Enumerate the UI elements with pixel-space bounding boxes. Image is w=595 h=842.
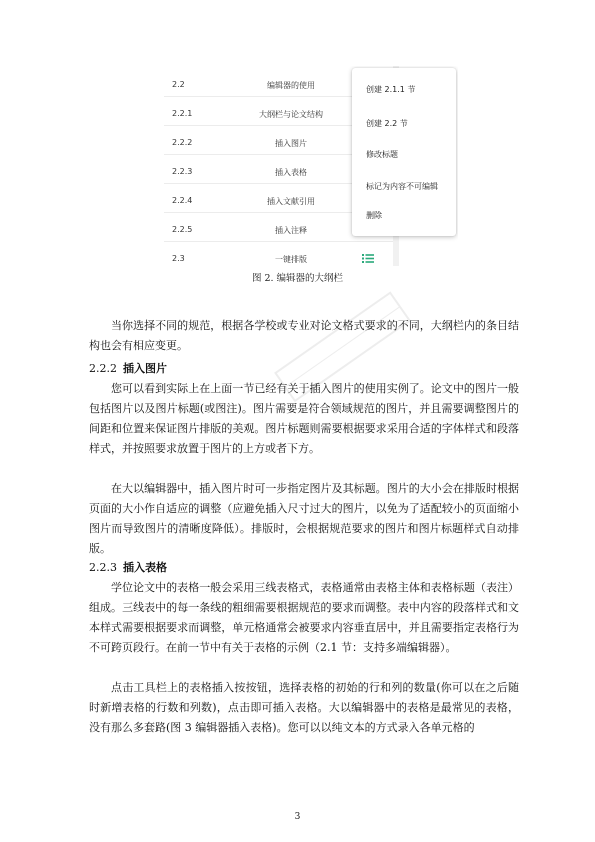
heading-number: 2.2.2 <box>89 362 117 375</box>
paragraph-5: 点击工具栏上的表格插入按按钮，选择表格的初始的行和列的数量(你可以在之后随时新增表格的行数和列数)，点击即可插入表格。大以编辑器中的表格是最常见的表格，没有那么多套路(图 3 编辑器插入表格)。您可以以纯文本的方式录入各单元格的 <box>89 681 519 734</box>
heading-title: 插入图片 <box>123 362 167 375</box>
outline-item-title: 一键排版 <box>275 255 307 264</box>
context-menu <box>352 68 456 236</box>
outline-item-title: 插入表格 <box>275 168 307 177</box>
page-number: 3 <box>294 812 301 822</box>
outline-item-title: 插入注释 <box>275 226 307 235</box>
list-icon[interactable] <box>362 254 374 263</box>
outline-item-number: 2.2.2 <box>172 138 193 147</box>
context-menu-item[interactable]: 标记为内容不可编辑 <box>366 182 438 191</box>
context-menu-item[interactable]: 创建 2.2 节 <box>366 119 408 128</box>
outline-item-number: 2.3 <box>172 254 185 263</box>
section-heading-2-2-2 <box>89 361 167 377</box>
outline-item-number: 2.2.3 <box>172 167 193 176</box>
section-heading-2-2-3 <box>89 560 167 576</box>
outline-item-title: 插入文献引用 <box>267 197 315 206</box>
heading-title: 插入表格 <box>123 561 167 574</box>
paragraph-1: 当你选择不同的规范，根据各学校或专业对论文格式要求的不同，大纲栏内的条目结构也会有相应变更。 <box>89 319 519 352</box>
outline-item[interactable] <box>164 246 394 266</box>
paragraph-4: 学位论文中的表格一般会采用三线表格式，表格通常由表格主体和表格标题（表注）组成。三线表中的每一条线的粗细需要根据规范的要求而调整。表中内容的段落样式和文本样式需要根据要求而调整，单元格通常会被要求内容垂直居中，并且需要指定表格行为不可跨页段行。在前一节中有关于表格的示例（2.1 节：支持多端编辑器）。 <box>89 581 519 654</box>
outline-item-number: 2.2.5 <box>172 225 193 234</box>
outline-item-number: 2.2 <box>172 80 185 89</box>
context-menu-item[interactable]: 修改标题 <box>366 150 398 159</box>
outline-item-title: 插入图片 <box>275 139 307 148</box>
outline-item-number: 2.2.4 <box>172 196 193 205</box>
outline-screenshot <box>164 66 458 266</box>
context-menu-item[interactable]: 删除 <box>366 211 382 220</box>
outline-item-title: 编辑器的使用 <box>267 81 315 90</box>
paragraph-3: 在大以编辑器中，插入图片时可一步指定图片及其标题。图片的大小会在排版时根据页面的大小作自适应的调整（应避免插入尺寸过大的图片，以免为了适配较小的页面缩小图片而导致图片的清晰度降低）。排版时，会根据规范要求的图片和图片标题样式自动排版。 <box>89 482 519 555</box>
outline-item-number: 2.2.1 <box>172 109 193 118</box>
outline-item-title: 大纲栏与论文结构 <box>259 110 323 119</box>
context-menu-item[interactable]: 创建 2.1.1 节 <box>366 85 416 94</box>
paragraph-2: 您可以看到实际上在上面一节已经有关于插入图片的使用实例了。论文中的图片一般包括图片以及图片标题(或图注)。图片需要是符合领域规范的图片，并且需要调整图片的间距和位置来保证图片排版的美观。图片标题则需要根据要求采用合适的字体样式和段落样式，并按照要求放置于图片的上方或者下方。 <box>89 382 519 455</box>
figure-caption: 图 2. 编辑器的大纲栏 <box>251 273 344 284</box>
heading-number: 2.2.3 <box>89 561 117 574</box>
